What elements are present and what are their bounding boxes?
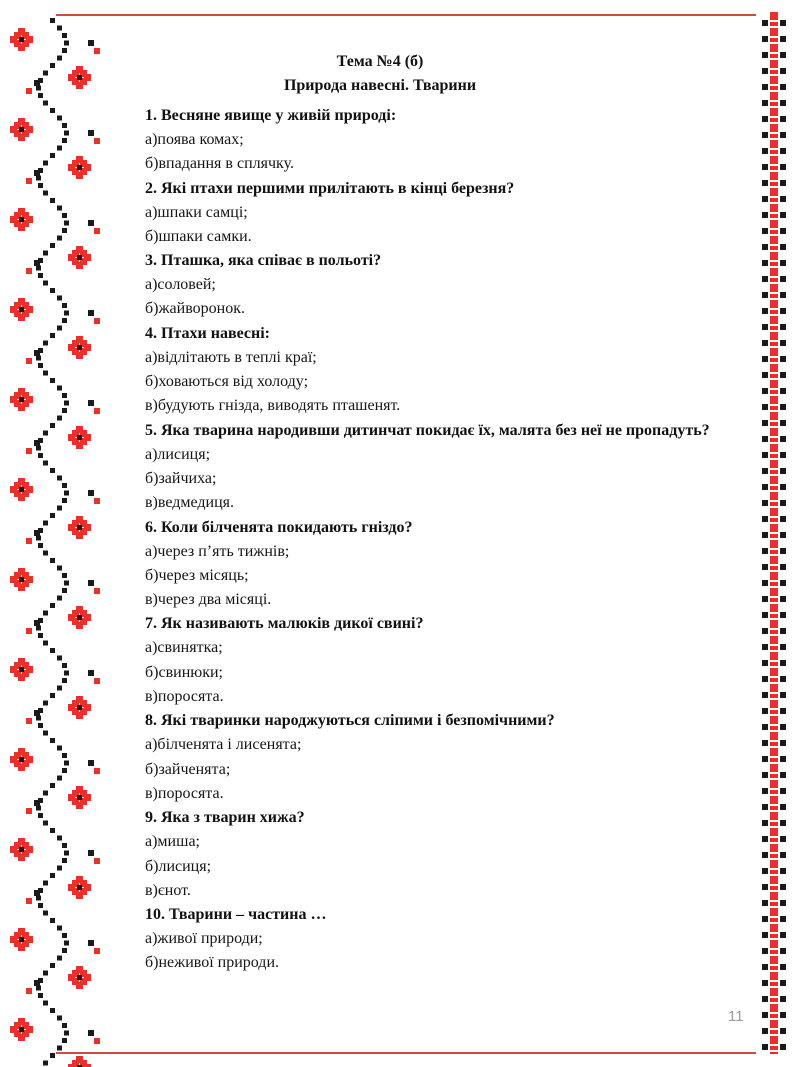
question-list [145,104,755,976]
question-text: 10. Тварини – частина … [145,906,327,924]
answer-option: а)живої природи; [145,930,263,948]
answer-option: а)білченята і лисенята; [145,736,302,754]
answer-option: а)шпаки самці; [145,203,248,221]
question-text: 7. Як називають малюків дикої свині? [145,615,424,633]
answer-option: б)зайченята; [145,760,231,778]
answer-option: б)через місяць; [145,566,249,584]
answer-option: б)впадання в сплячку. [145,155,294,173]
question-text: 3. Пташка, яка співає в польоті? [145,252,382,270]
page-title: Тема №4 (б) [336,53,424,70]
quiz-content [145,50,755,976]
question-text: 4. Птахи навесні: [145,324,270,342]
answer-option: б)лисиця; [145,857,212,875]
answer-option: б)неживої природи. [145,954,280,972]
answer-option: а)свинятка; [145,639,223,657]
answer-option: а)поява комах; [145,131,244,148]
question-block [145,516,755,613]
answer-option: а)лисиця; [145,445,211,463]
answer-option: а)миша; [145,833,200,851]
question-block [145,903,755,976]
question-text: 1. Весняне явище у живій природі: [145,107,397,124]
question-block [145,322,755,419]
answer-option: в)ведмедиця. [145,494,235,512]
question-text: 8. Які тваринки народжуються сліпими і безпомічними? [145,712,555,730]
question-text: 2. Які птахи першими прилітають в кінці березня? [145,179,515,197]
answer-option: б)шпаки самки. [145,227,252,245]
answer-option: в)поросята. [145,688,224,706]
answer-option: а)через п’ять тижнів; [145,542,290,560]
question-block [145,249,755,322]
answer-option: б)свинюки; [145,663,223,681]
answer-option: в)через два місяці. [145,591,272,609]
answer-option: б)зайчиха; [145,469,217,487]
answer-option: а)відлітають в теплі краї; [145,348,317,366]
embroidery-ornament-left [0,0,112,1067]
page-subtitle: Природа навесні. Тварини [283,77,477,94]
question-block [145,177,755,250]
question-text: 9. Яка з тварин хижа? [145,809,305,827]
answer-option: в)єнот. [145,881,191,899]
question-block [145,806,755,903]
question-block [145,709,755,806]
question-block [145,104,755,177]
page-number: 11 [728,1008,744,1025]
question-text: 6. Коли білченята покидають гніздо? [145,518,413,536]
answer-option: б)ховаються від холоду; [145,373,309,391]
answer-option: а)соловей; [145,276,216,294]
question-block [145,612,755,709]
answer-option: в)поросята. [145,784,224,802]
question-block [145,419,755,516]
answer-option: в)будують гнізда, виводять пташенят. [145,397,401,415]
embroidery-ornament-right [762,12,786,1054]
question-text: 5. Яка тварина народивши дитинчат покидає їх, малята без неї не пропадуть? [145,421,710,439]
answer-option: б)жайворонок. [145,300,245,318]
